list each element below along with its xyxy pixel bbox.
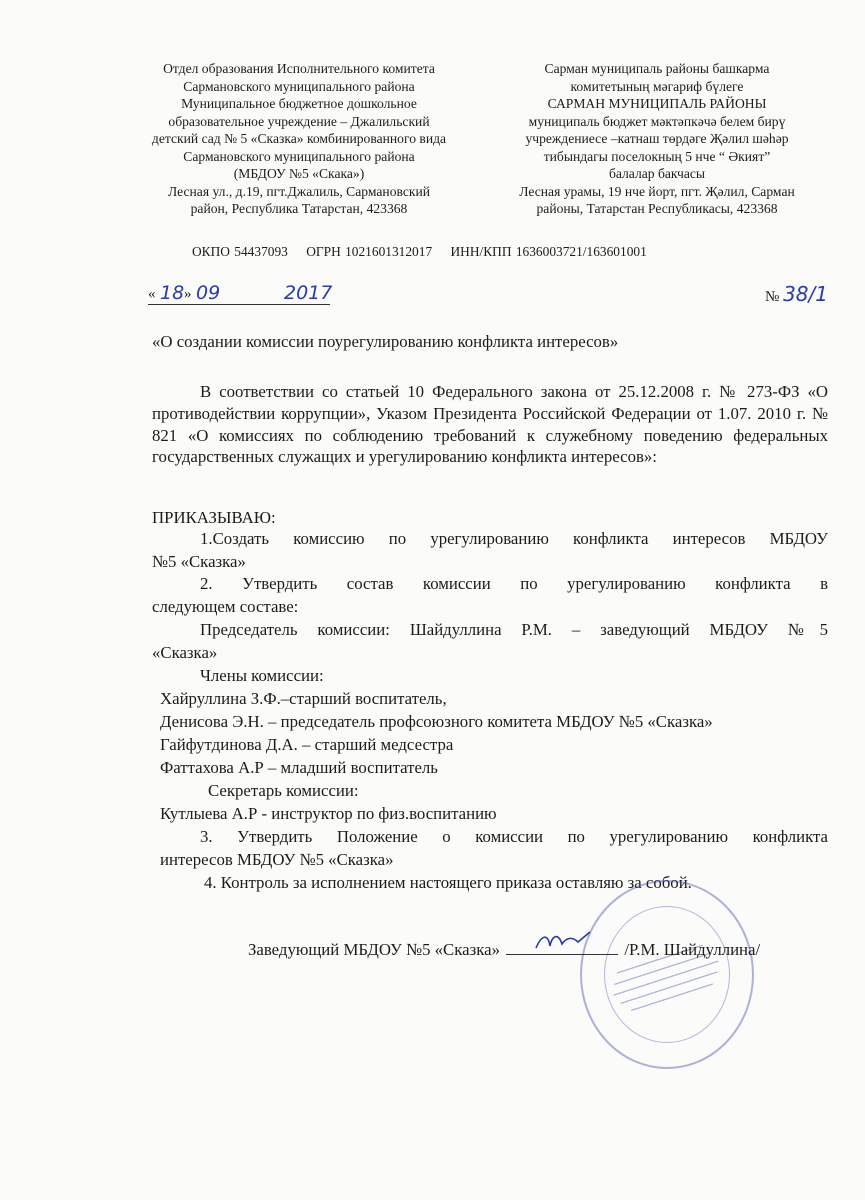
header-right-line: Лесная урамы, 19 нче йорт, пгт. Җәлил, Сарман [519, 183, 795, 199]
order-month: 09 [196, 282, 221, 304]
signature-scribble-graphic [534, 928, 594, 954]
member-item: Хайруллина З.Ф.–старший воспитатель, [160, 689, 447, 708]
item-2-line-1: 2. Утвердить состав комиссии по урегулированию конфликта в [200, 574, 828, 593]
item-2-line-2: следующем составе: [152, 597, 299, 616]
ogrn-code: ОГРН 1021601312017 [306, 244, 433, 259]
header-left-line: (МБДОУ №5 «Скака») [233, 166, 365, 181]
order-year: 2017 [284, 282, 333, 304]
signatory-position: Заведующий МБДОУ №5 «Сказка» [248, 940, 500, 959]
header-left-line: детский сад № 5 «Сказка» комбинированного вида [151, 131, 447, 146]
order-date-number-row [148, 282, 828, 312]
header-right-line: районы, Татарстан Республикасы, 423368 [536, 201, 778, 216]
header-left-line: район, Республика Татарстан, 423368 [190, 201, 408, 216]
members-label: Члены комиссии: [200, 666, 324, 685]
header-left-line: Сармановского муниципального района [183, 148, 415, 164]
order-day: 18 [160, 282, 185, 304]
header-right-line: Сарман муниципаль районы башкарма [544, 61, 770, 76]
date-underline [148, 304, 330, 305]
header-left-line: Муниципальное бюджетное дошкольное [181, 96, 417, 111]
header-left-line: образовательное учреждение – Джалильский [168, 113, 430, 129]
item-1-line-2: №5 «Сказка» [152, 552, 246, 571]
signature-line [506, 940, 618, 955]
order-number-value: 38/1 [783, 282, 828, 306]
order-title: «О создании комиссии поурегулированию конфликта интересов» [152, 332, 619, 351]
secretary-name: Кутлыева А.Р - инструктор по физ.воспитанию [160, 804, 497, 823]
signatory-name: /Р.М. Шайдуллина/ [624, 940, 761, 959]
header-right-line: балалар бакчасы [608, 166, 706, 181]
item-3-line-1: 3. Утвердить Положение о комиссии по урегулированию конфликта [200, 827, 828, 846]
date-quote-close: » [184, 286, 192, 302]
inn-kpp-code: ИНН/КПП 1636003721/163601001 [450, 244, 647, 259]
header-left-russian [135, 60, 463, 218]
secretary-label: Секретарь комиссии: [208, 781, 359, 800]
member-item: Денисова Э.Н. – председатель профсоюзного комитета МБДОУ №5 «Сказка» [160, 712, 713, 731]
header-right-line: муниципаль бюджет мәктәпкәчә белем бирү [528, 113, 786, 129]
order-keyword: ПРИКАЗЫВАЮ: [152, 508, 276, 527]
header-right-line: тибындагы поселокның 5 нче “ Әкият” [543, 148, 771, 164]
chair-line-1: Председатель комиссии: Шайдуллина Р.М. – заведующий МБДОУ №5 [200, 620, 828, 639]
member-item: Гайфутдинова Д.А. – старший медсестра [160, 735, 454, 754]
header-right-line: комитетының мәгариф бүлеге [570, 78, 744, 94]
date-quote-open: « [148, 286, 156, 302]
header-right-line: учреждениесе –катнаш төрдәге Җәлил шәһәр [525, 131, 789, 146]
official-stamp [580, 880, 754, 1069]
header-right-line: САРМАН МУНИЦИПАЛЬ РАЙОНЫ [547, 96, 767, 111]
signature-row [248, 940, 760, 960]
order-number [765, 282, 828, 306]
item-3-line-2: интересов МБДОУ №5 «Сказка» [160, 850, 394, 869]
chair-line-2: «Сказка» [152, 643, 218, 662]
header-left-line: Отдел образования Исполнительного комитета [163, 61, 435, 76]
header-left-line: Лесная ул., д.19, пгт.Джалиль, Сармановский [167, 183, 431, 199]
item-1-line-1: 1.Создать комиссию по урегулированию конфликта интересов МБДОУ [200, 529, 828, 548]
registration-codes [192, 244, 661, 260]
order-preamble: В соответствии со статьей 10 Федерального закона от 25.12.2008 г. № 273-ФЗ «О противодействии коррупции», Указом Президента Российской Федерации от 1.07. 2010 г. № 821 «О комиссиях по соблюдению требований к служебному поведению федеральных государственных служащих и урегулированию конфликта интересов»: [152, 382, 828, 467]
item-4: 4. Контроль за исполнением настоящего приказа оставляю за собой. [204, 873, 692, 892]
header-left-line: Сармановского муниципального района [183, 78, 415, 94]
okpo-code: ОКПО 54437093 [192, 244, 288, 259]
header-right-tatar [498, 60, 816, 218]
member-item: Фаттахова А.Р – младший воспитатель [160, 758, 438, 777]
order-number-label: № [765, 289, 780, 305]
